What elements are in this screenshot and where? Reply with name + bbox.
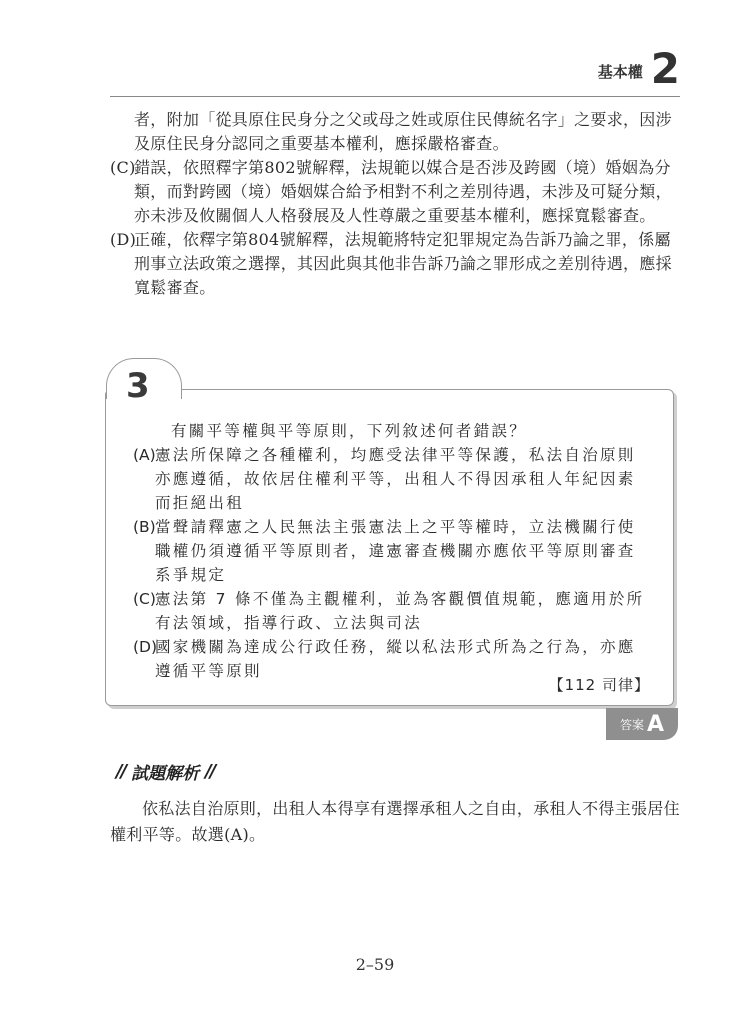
answer-badge: [606, 708, 678, 740]
option-label: (A): [133, 446, 156, 464]
explanation-option-c: [110, 156, 680, 228]
answer-label: 答案: [619, 717, 644, 732]
option-text: 當聲請釋憲之人民無法主張憲法上之平等權時，立法機關行使職權仍須遵循平等原則者，違憲審查機關亦應依平等原則審查系爭規定: [155, 518, 636, 584]
question-content: [133, 419, 651, 683]
analysis-text: 依私法自治原則，出租人本得享有選擇承租人之自由，承租人不得主張居住權利平等。故選(A)。: [110, 799, 680, 844]
question-option-c: [133, 587, 651, 635]
option-text: 錯誤，依照釋字第802號解釋，法規範以媒合是否涉及跨國（境）婚姻為分類，而對跨國（境）婚姻媒合給予相對不利之差別待遇，未涉及可疑分類，亦未涉及攸關個人人格發展及人性尊嚴之重要基本權利，應採寬鬆審查。: [134, 158, 672, 225]
chapter-title: 基本權: [597, 63, 643, 81]
question-source: 【112 司律】: [548, 676, 650, 694]
analysis-heading-text: 試題解析: [131, 764, 200, 784]
option-text: 憲法所保障之各種權利，均應受法律平等保護，私法自治原則亦應遵循，故依居住權利平等，出租人不得因承租人年紀因素而拒絕出租: [155, 446, 636, 512]
page-header: [597, 44, 680, 93]
question-stem: 有關平等權與平等原則，下列敘述何者錯誤？: [171, 422, 528, 440]
previous-answer-explanation: [110, 108, 680, 300]
slash-decoration-icon: //: [205, 761, 215, 782]
page-number: 2–59: [355, 955, 395, 974]
continued-paragraph: 者，附加「從具原住民身分之父或母之姓或原住民傳統名字」之要求，因涉及原住民身分認同之重要基本權利，應採嚴格審查。: [134, 110, 672, 153]
option-label: (D): [110, 230, 137, 249]
question-option-b: [133, 515, 651, 587]
option-text: 憲法第 7 條不僅為主觀權利，並為客觀價值規範，應適用於所有法領域，指導行政、立法與司法: [155, 590, 645, 632]
option-label: (D): [133, 638, 158, 656]
header-divider: [110, 96, 680, 97]
explanation-option-d: [110, 228, 680, 300]
slash-decoration-icon: //: [116, 761, 126, 782]
question-number: 3: [126, 366, 150, 406]
option-label: (C): [133, 590, 156, 608]
option-label: (B): [133, 518, 156, 536]
option-text: 國家機關為達成公行政任務，縱以私法形式所為之行為，亦應遵循平等原則: [155, 638, 636, 680]
question-option-a: [133, 443, 651, 515]
option-label: (C): [110, 158, 136, 177]
chapter-number: 2: [650, 44, 680, 93]
answer-value: A: [646, 711, 665, 737]
option-text: 正確，依釋字第804號解釋，法規範將特定犯罪規定為告訴乃論之罪，係屬刑事立法政策之選擇，其因此與其他非告訴乃論之罪形成之差別待遇，應採寬鬆審查。: [134, 230, 672, 297]
analysis-heading: [110, 759, 220, 784]
